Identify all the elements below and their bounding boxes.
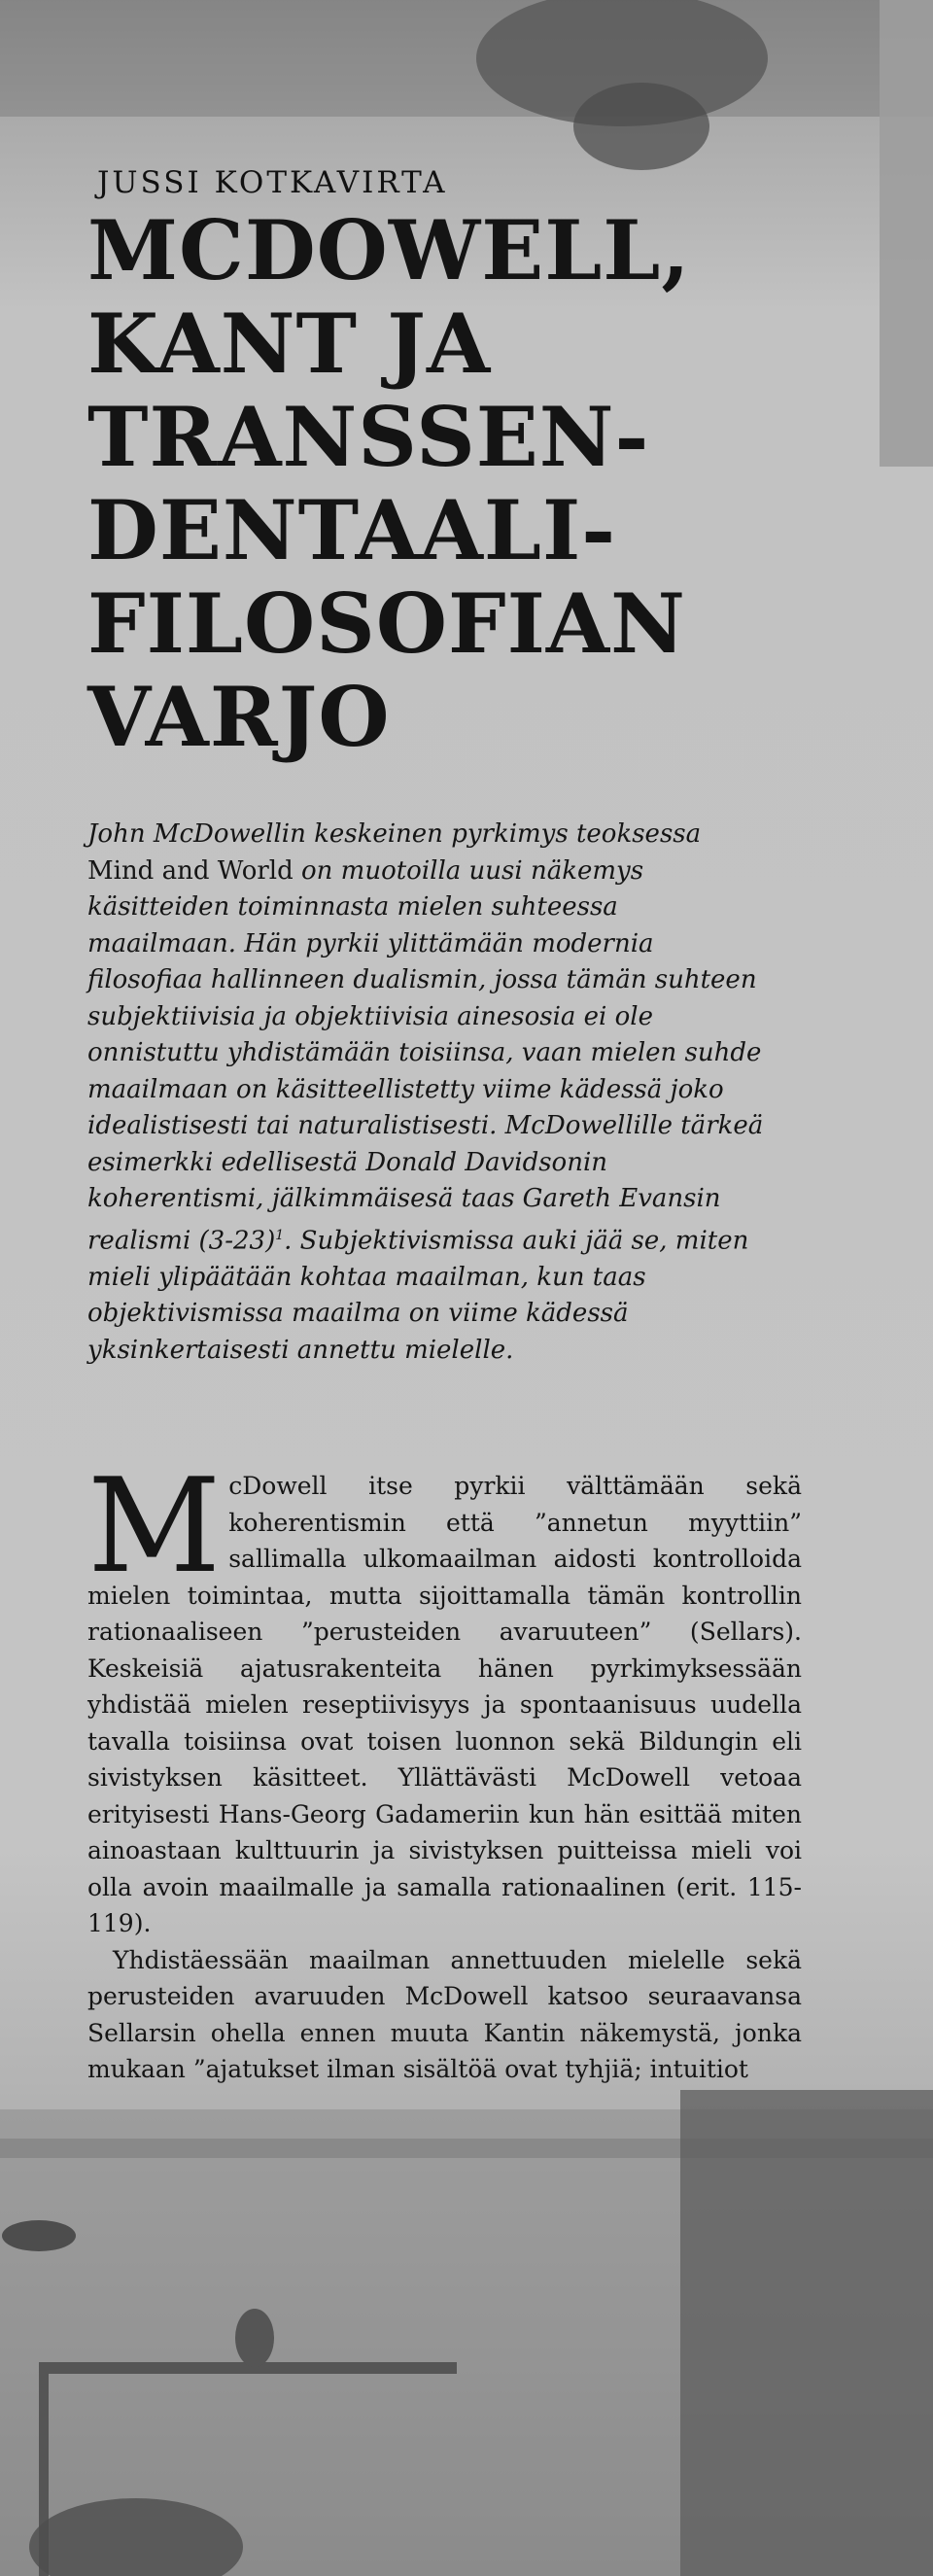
title-line: VARJO: [87, 669, 391, 765]
author-name: JUSSI KOTKAVIRTA: [97, 165, 448, 200]
body-paragraph: [87, 1450, 802, 1942]
title-line: FILOSOFIAN: [87, 575, 686, 672]
lead-paragraph: [87, 817, 768, 1369]
dark-figure-top-lower: [573, 83, 709, 170]
right-pillar: [880, 0, 933, 467]
drop-cap: M: [87, 1450, 222, 1602]
left-dark-object: [2, 2220, 76, 2251]
small-object: [235, 2309, 274, 2367]
footnote-mark: 1: [275, 1227, 285, 1243]
lead-text: . Subjektivismissa auki jää se, miten mieli ylipäätään kohtaa maailman, kun taas objektivismissa maailma on viime kädessä yksinkertaisesti annettu mielelle.: [87, 1226, 749, 1365]
title-line: MCDOWELL,: [87, 202, 691, 298]
lead-text: on muotoilla uusi näkemys käsitteiden toiminnasta mielen suhteessa maailmaan. Hän pyrkii ylittämään modernia filosofiaa hallinneen dualismin, jossa tämän suhteen subjektiivisia ja objektiivisia ainesosia ei ole onnistuttu yhdistämään toisiinsa, vaan mielen suhde maailmaan on käsitteellistetty viime kädessä joko idealistisesti tai naturalistisesti. McDowellille tärkeä esimerkki edellisestä Donald Davidsonin koherentismi, jälkimmäisesä taas Gareth Evansin realismi (3-23): [87, 855, 764, 1256]
body-paragraph: Yhdistäessään maailman annettuuden mielelle sekä perusteiden avaruuden McDowell katsoo seuraavansa Sellarsin ohella ennen muuta Kantin näkemystä, jonka mukaan ”ajatukset ilman sisältöä ovat tyhjiä; intuitiot: [87, 1945, 802, 2083]
lead-text: John McDowellin keskeinen pyrkimys teoksessa: [87, 819, 702, 849]
paragraph-text: cDowell itse pyrkii välttämään sekä koherentismin että ”annetun myyttiin” sallimalla ulkomaailman aidosti kontrolloida mielen toimintaa, mutta sijoittamalla tämän kontrollin rationaaliseen ”perusteiden avaruuteen” (Sellars). Keskeisiä ajatusrakenteita hänen pyrkimyksessään yhdistää mielen reseptiivisyys ja spontaanisuus uudella tavalla toisiinsa ovat toisen luonnon sekä Bildungin eli sivistyksen käsitteet. Yllättävästi McDowell vetoaa erityisesti Hans-Georg Gadameriin kun hän esittää miten ainoastaan kulttuurin ja sivistyksen puitteissa mieli voi olla avoin maailmalle ja samalla rationaalinen (erit. 115-119).: [87, 1472, 802, 1937]
right-dark-shape: [680, 2090, 933, 2576]
article-title: [87, 204, 691, 764]
book-title: Mind and World: [87, 855, 294, 886]
title-line: KANT JA: [87, 296, 492, 392]
title-line: TRANSSEN-: [87, 389, 650, 485]
top-shadow-band: [0, 0, 933, 117]
body-text: [87, 1450, 802, 2088]
title-line: DENTAALI-: [87, 482, 617, 578]
